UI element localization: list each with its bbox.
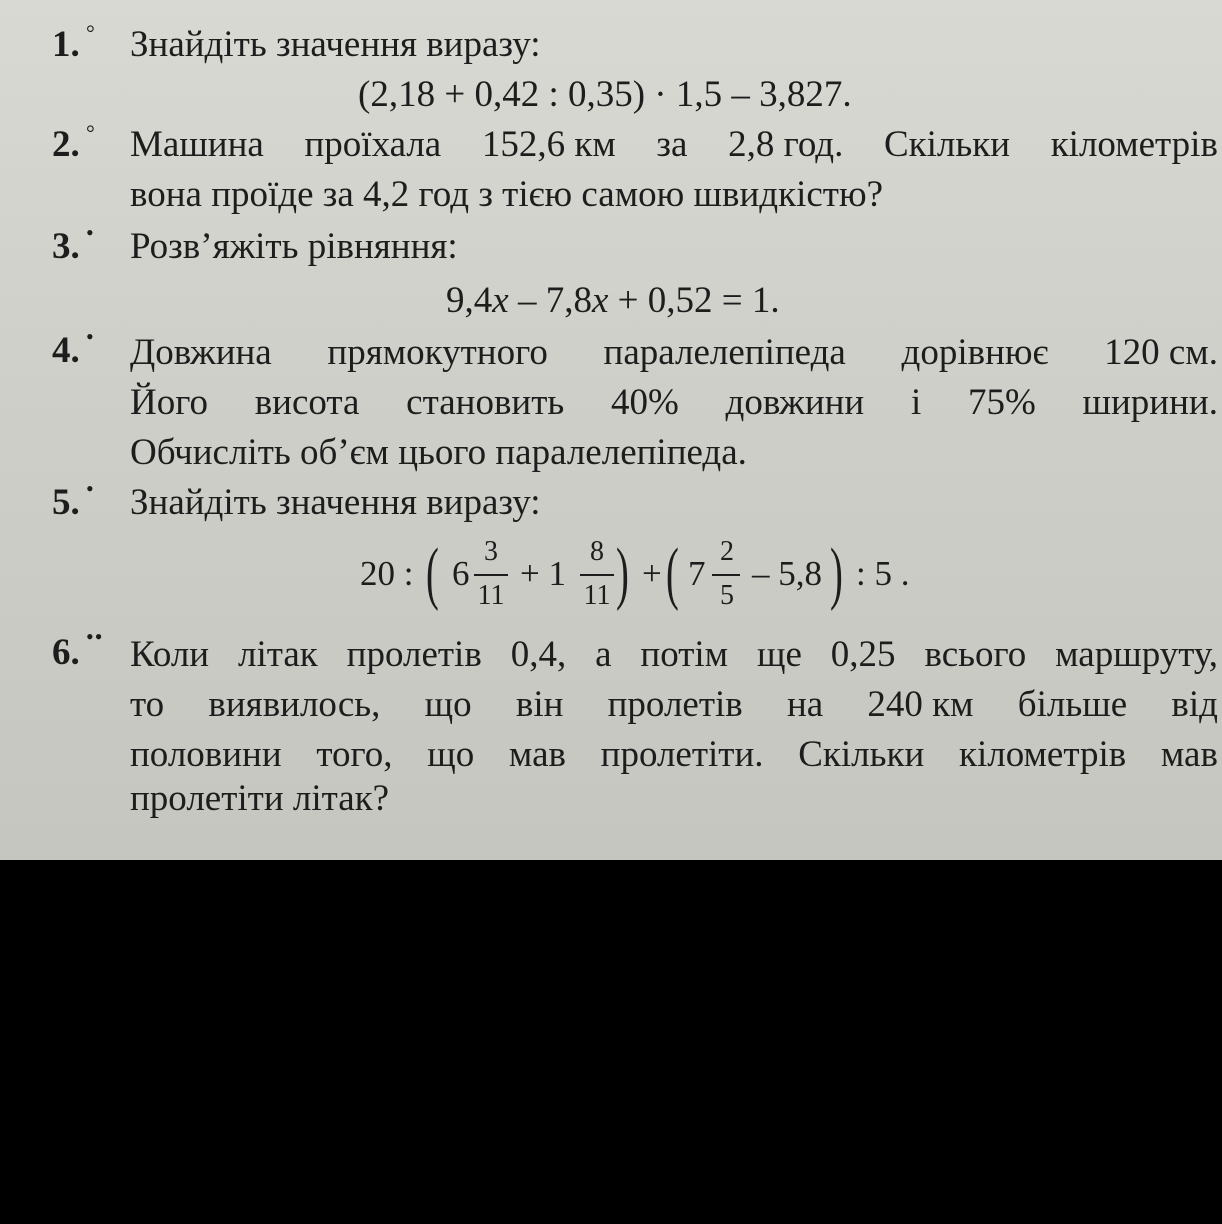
word: Довжина <box>130 332 272 373</box>
left-parenthesis: ( <box>426 535 439 612</box>
word: прямокутного <box>327 332 548 373</box>
word: Скільки <box>798 734 925 775</box>
word: Машина <box>130 124 264 165</box>
equation-part: 9,4 <box>446 280 493 321</box>
word: літак <box>238 634 318 675</box>
difficulty-marker: • <box>86 476 94 501</box>
fraction-bar <box>474 574 508 576</box>
word: більше <box>1017 684 1128 725</box>
problem-text-line <box>130 636 1218 673</box>
word: що <box>427 734 475 775</box>
problem-text-line: вона проїде за 4,2 год з тією самою швидкістю? <box>130 174 884 215</box>
problem-text-line <box>130 334 1218 371</box>
expression-part: + <box>642 554 662 593</box>
problem-text-line: Обчисліть об’єм цього паралелепіпеда. <box>130 432 747 473</box>
word: мав <box>508 734 566 775</box>
word: проїхала <box>304 124 442 165</box>
difficulty-marker: ° <box>86 20 95 45</box>
word: 240 км <box>867 684 974 725</box>
word: того, <box>316 734 393 775</box>
word: ширини. <box>1082 382 1218 423</box>
expression-part: + 1 <box>520 554 566 593</box>
word: на <box>786 684 824 725</box>
problem-number: 3. <box>52 226 80 267</box>
problem-text-line <box>130 736 1218 773</box>
word: 120 см. <box>1104 332 1218 373</box>
word: 40% <box>610 382 679 423</box>
word: мав <box>1160 734 1218 775</box>
word: 152,6 км <box>481 124 616 165</box>
fraction-numerator: 3 <box>484 536 498 567</box>
problem-number: 5. <box>52 482 80 523</box>
word: всього <box>924 634 1027 675</box>
word: паралелепіпеда <box>603 332 846 373</box>
equation-part: + 0,52 = 1. <box>608 280 780 321</box>
word: половини <box>130 734 282 775</box>
word: становить <box>406 382 565 423</box>
problem-text: Знайдіть значення виразу: <box>130 24 541 65</box>
word: пролетіти. <box>600 734 764 775</box>
fraction-denominator: 5 <box>720 580 734 611</box>
difficulty-marker: • <box>86 220 94 245</box>
expression-part: – 5,8 <box>752 554 822 593</box>
problem-equation <box>446 282 780 319</box>
problem-number: 4. <box>52 330 80 371</box>
word: від <box>1171 684 1218 725</box>
word: потім <box>640 634 729 675</box>
word: за <box>656 124 688 165</box>
variable-x: x <box>492 280 509 321</box>
mixed-number-whole: 6 <box>452 554 470 593</box>
problem-text-line <box>130 686 1218 723</box>
word: виявилось, <box>208 684 381 725</box>
word: 2,8 год. <box>728 124 844 165</box>
word: він <box>515 684 564 725</box>
word: пролетів <box>346 634 482 675</box>
right-parenthesis: ) <box>830 535 843 612</box>
problem-number: 2. <box>52 124 80 165</box>
word: і <box>910 382 922 423</box>
fraction-numerator: 2 <box>720 536 734 567</box>
word: довжини <box>725 382 865 423</box>
word: кілометрів <box>1050 124 1218 165</box>
problem-text: Розв’яжіть рівняння: <box>130 226 458 267</box>
problem-text: Знайдіть значення виразу: <box>130 482 541 523</box>
fraction-bar <box>580 574 614 576</box>
fraction-numerator: 8 <box>590 536 604 567</box>
difficulty-marker: ° <box>86 120 95 145</box>
difficulty-marker: •• <box>86 624 104 649</box>
word: ще <box>756 634 802 675</box>
equation-part: – 7,8 <box>508 280 592 321</box>
word: пролетів <box>607 684 743 725</box>
fraction-bar <box>712 574 740 576</box>
fraction-denominator: 11 <box>583 580 611 611</box>
word: Його <box>130 382 208 423</box>
difficulty-marker: • <box>86 324 94 349</box>
word: то <box>130 684 165 725</box>
word: а <box>595 634 612 675</box>
word: 0,25 <box>830 634 896 675</box>
word: Скільки <box>883 124 1011 165</box>
word: кілометрів <box>958 734 1127 775</box>
expression-part: : 5 . <box>856 554 910 593</box>
word: 75% <box>967 382 1036 423</box>
problem-text-line <box>130 126 1218 163</box>
word: висота <box>254 382 360 423</box>
problem-number: 6. <box>52 632 80 673</box>
problem-text-line <box>130 384 1218 421</box>
word: маршруту, <box>1055 634 1218 675</box>
word: Коли <box>130 634 210 675</box>
word: 0,4, <box>510 634 567 675</box>
right-parenthesis: ) <box>616 535 629 612</box>
mixed-number-whole: 7 <box>688 554 706 593</box>
expression-part: 20 : <box>360 554 414 593</box>
word: що <box>424 684 472 725</box>
left-parenthesis: ( <box>666 535 679 612</box>
problem-text-line: пролетіти літак? <box>130 778 390 819</box>
word: дорівнює <box>901 332 1049 373</box>
problem-formula: (2,18 + 0,42 : 0,35) · 1,5 – 3,827. <box>358 74 852 115</box>
variable-x: x <box>591 280 609 321</box>
fraction-denominator: 11 <box>477 580 505 611</box>
problem-number: 1. <box>52 24 80 65</box>
